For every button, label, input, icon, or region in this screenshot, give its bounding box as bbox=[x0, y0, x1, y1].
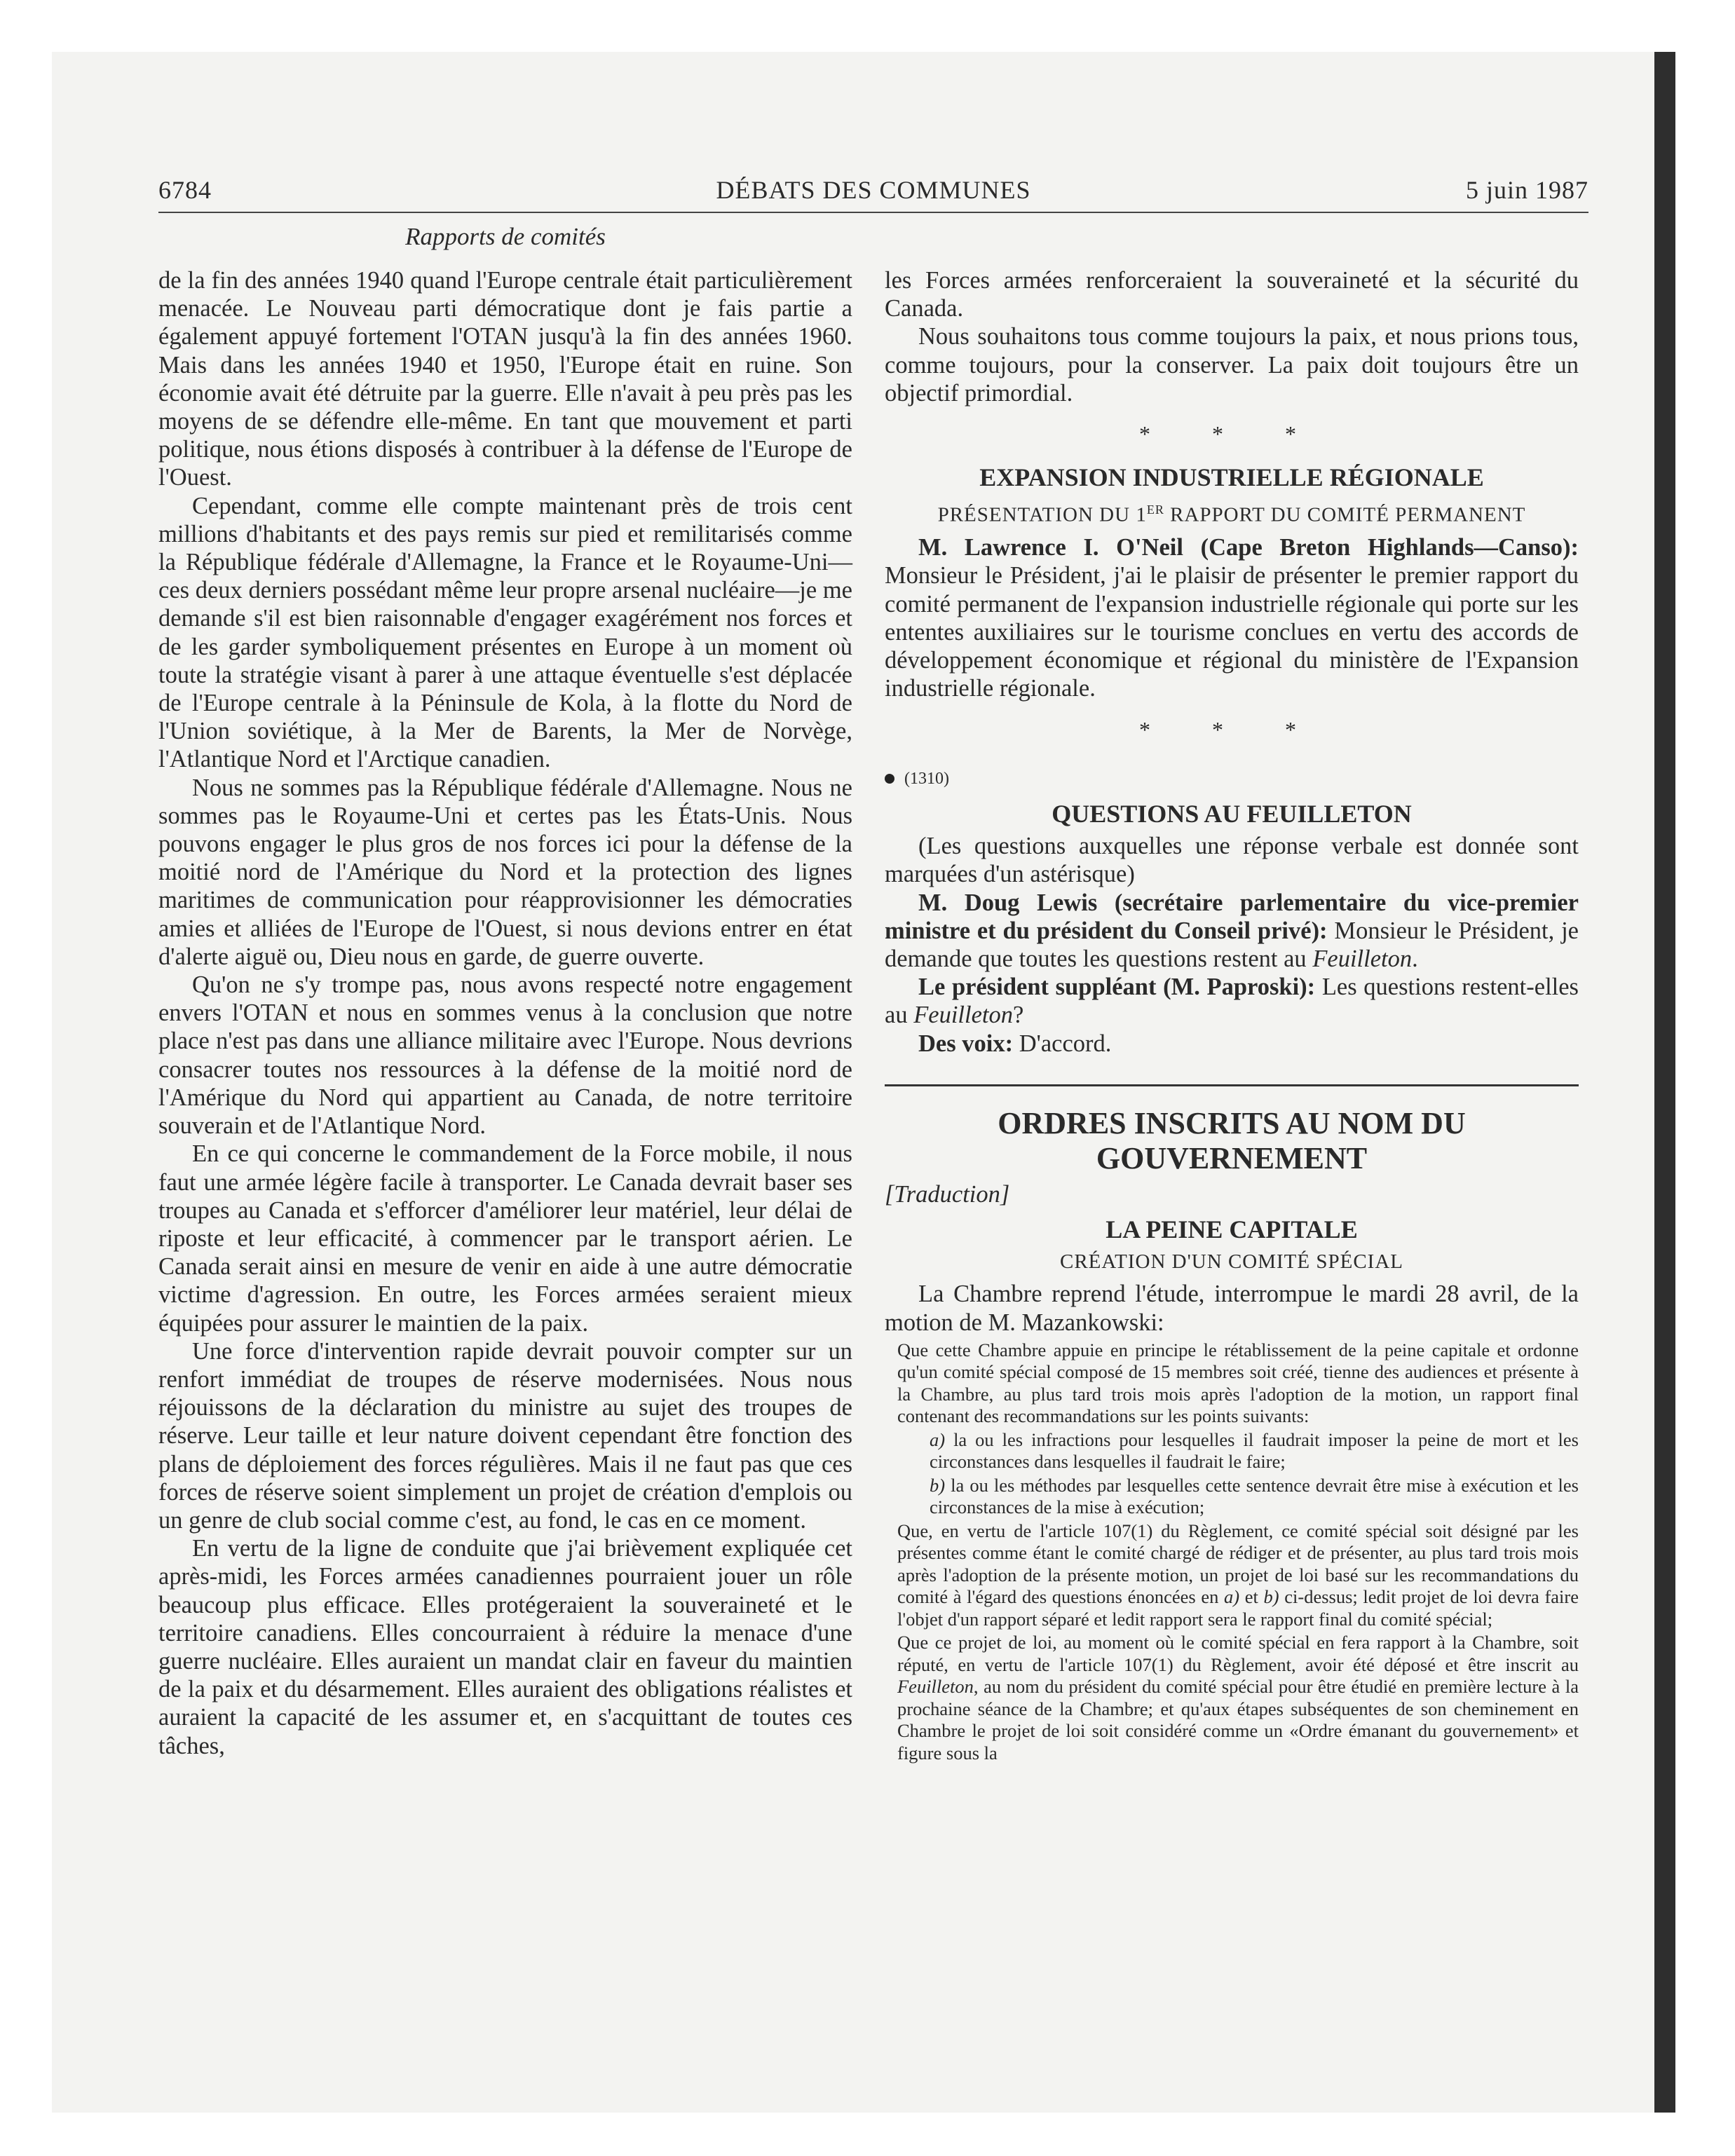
resume-text: La Chambre reprend l'étude, interrompue le mardi 28 avril, de la motion de M. Mazankowski: bbox=[885, 1281, 1579, 1336]
time-marker: (1310) bbox=[885, 765, 1579, 793]
page-number: 6784 bbox=[158, 176, 212, 204]
scan-edge-bar bbox=[1654, 52, 1675, 2113]
paragraph: Nous ne sommes pas la République fédérale d'Allemagne. Nous ne sommes pas le Royaume-Uni et certes pas les États-Unis. Nous pouvons engager le plus gros de nos forces ici pour la défense de la moitié nord de l'Amérique du Nord et la protection des lignes maritimes de communication pour réapprovisionner les démocraties amies et alliées de l'Europe de l'Ouest, si nous devions entrer en état d'alerte aiguë ou, Dieu nous en garde, de guerre ouverte. bbox=[158, 774, 852, 970]
speaker-name: Le président suppléant (M. Paproski): bbox=[918, 974, 1316, 1001]
motion-item-b: b) la ou les méthodes par lesquelles cette sentence devrait être mise à exécution et les circonstances de la mise à exécution; bbox=[930, 1474, 1579, 1518]
section-separator: * * * bbox=[1139, 421, 1324, 447]
section-title: QUESTIONS AU FEUILLETON bbox=[1052, 799, 1412, 828]
paragraph: Qu'on ne s'y trompe pas, nous avons respecté notre engagement envers l'OTAN et nous en sommes venus à la conclusion que notre place n'est pas dans une alliance militaire avec l'Europe. Nous devrions consacrer toutes nos ressources à la défense de la moitié nord de l'Amérique du Nord qui appartient au Canada, de notre territoire souverain et de l'Atlantique Nord. bbox=[158, 971, 852, 1140]
motion-intro: Que cette Chambre appuie en principe le rétablissement de la peine capitale et ordonne qu'un comité spécial composé de 15 membres soit créé, tienne des audiences et présente à la Chambre, au plus tard trois mois après l'adoption de la motion, un rapport final contenant des recommandations sur les points suivants: bbox=[897, 1339, 1579, 1427]
speech-speaker: Le président suppléant (M. Paproski): Les questions restent-elles au Feuilleton? bbox=[885, 974, 1579, 1029]
paragraph: de la fin des années 1940 quand l'Europe centrale était particulièrement menacée. Le Nouveau parti démocratique dont je fais partie a également appuyé fortement l'OTAN jusqu'à la fin des années 1960. Mais dans les années 1940 et 1950, l'Europe était en ruine. Son économie avait été détruite par la guerre. Elle n'avait à peu près pas les moyens de se défendre elle-même. En tant que mouvement et parti politique, nous étions disposés à contribuer à la défense de l'Europe de l'Ouest. bbox=[158, 267, 852, 491]
publication-date: 5 juin 1987 bbox=[1465, 176, 1588, 204]
section-title: LA PEINE CAPITALE bbox=[1105, 1215, 1358, 1243]
speech-voices: Des voix: D'accord. bbox=[918, 1030, 1112, 1057]
section-rule bbox=[885, 1084, 1579, 1086]
publication-title: DÉBATS DES COMMUNES bbox=[716, 176, 1031, 204]
speaker-name: M. Doug Lewis (secrétaire parlementaire du vice-premier ministre et du président du Conseil privé): bbox=[885, 889, 1579, 944]
section-subtitle: PRÉSENTATION DU 1ER RAPPORT DU COMITÉ PERMANENT bbox=[937, 503, 1526, 527]
section-subtitle: CRÉATION D'UN COMITÉ SPÉCIAL bbox=[1060, 1250, 1403, 1274]
paragraph: Cependant, comme elle compte maintenant près de trois cent millions d'habitants et des pays remis sur pied et remilitarisés comme la République fédérale d'Allemagne, la France et le Royaume-Uni—ces deux derniers possédant même leur propre arsenal nucléaire—je me demande s'il est bien raisonnable d'engager exagérément nos forces et de les garder symboliquement présentes en Europe à un moment où toute la stratégie visant à parer à une attaque éventuelle s'est déplacée de l'Europe centrale à la Péninsule de Kola, à la flotte du Nord de l'Union soviétique, à la Mer de Barents, la Mer de Norvège, l'Atlantique Nord et l'Arctique canadien. bbox=[158, 492, 852, 773]
speaker-name: M. Lawrence I. O'Neil (Cape Breton Highlands—Canso): bbox=[918, 534, 1579, 561]
section-title: EXPANSION INDUSTRIELLE RÉGIONALE bbox=[979, 463, 1484, 492]
running-head: Rapports de comités bbox=[405, 223, 606, 250]
speaker-name: Des voix: bbox=[918, 1030, 1014, 1057]
translation-tag: [Traduction] bbox=[885, 1180, 1010, 1208]
speech-oneil: M. Lawrence I. O'Neil (Cape Breton Highlands—Canso): Monsieur le Président, j'ai le plaisir de présenter le premier rapport du comité permanent de l'expansion industrielle régionale qui porte sur les ententes auxiliaires sur le tourisme conclues en vertu des accords de développement économique et régional du ministère de l'Expansion industrielle régionale. bbox=[885, 534, 1579, 702]
motion-paragraph: Que, en vertu de l'article 107(1) du Règlement, ce comité spécial soit désigné par les présentes comme étant le comité chargé de rédiger et de présenter, au plus tard trois mois après l'adoption de la présente motion, un projet de loi basé sur les recommandations du comité à l'égard des questions énoncées en a) et b) ci-dessus; ledit projet de loi devra faire l'objet d'un rapport séparé et ledit rapport sera le rapport final du comité spécial; bbox=[897, 1520, 1579, 1630]
page-header bbox=[158, 175, 1588, 213]
paragraph: En ce qui concerne le commandement de la Force mobile, il nous faut une armée légère facile à transporter. Le Canada devrait baser ses troupes au Canada et s'efforcer d'améliorer leur matériel, leur délai de riposte et leur efficacité, à commencer par le transport aérien. Le Canada serait ainsi en mesure de venir en aide à une autre démocratie victime d'agression. En outre, les Forces armées seraient mieux équipées pour assurer le maintien de la paix. bbox=[158, 1140, 852, 1337]
motion-paragraph: Que ce projet de loi, au moment où le comité spécial en fera rapport à la Chambre, soit réputé, en vertu de l'article 107(1) du Règlement, avoir été déposé et être inscrit au Feuilleton, au nom du président du comité spécial pour être étudié en première lecture à la prochaine séance de la Chambre; et qu'aux étapes subséquentes de son cheminement en Chambre le projet de loi soit considéré comme un «Ordre émanant du gouvernement» et figure sous la bbox=[897, 1632, 1579, 1763]
questions-note: (Les questions auxquelles une réponse verbale est donnée sont marquées d'un astérisque) bbox=[885, 833, 1579, 888]
bullet-icon bbox=[885, 774, 894, 784]
left-column bbox=[158, 266, 852, 1760]
speech-lewis: M. Doug Lewis (secrétaire parlementaire du vice-premier ministre et du président du Conseil privé): Monsieur le Président, je demande que toutes les questions restent au Feuilleton. bbox=[885, 889, 1579, 972]
motion-item-a: a) la ou les infractions pour lesquelles il faudrait imposer la peine de mort et les circonstances dans lesquelles il faudrait le faire; bbox=[930, 1428, 1579, 1473]
orders-title: ORDRES INSCRITS AU NOM DU GOUVERNEMENT bbox=[998, 1105, 1466, 1175]
paragraph: les Forces armées renforceraient la souveraineté et la sécurité du Canada. bbox=[885, 267, 1579, 322]
paragraph: En vertu de la ligne de conduite que j'ai brièvement expliquée cet après-midi, les Forces armées canadiennes pourraient jouer un rôle beaucoup plus efficace. Elles protégeraient la souveraineté et le territoire canadiens. Elles concourraient à réduire la menace d'une guerre nucléaire. Elles auraient un mandat clair en faveur du maintien de la paix et du désarmement. Elles auraient des obligations réalistes et auraient la capacité de les assumer et, en s'acquittant de toutes ces tâches, bbox=[158, 1535, 852, 1759]
section-separator: * * * bbox=[1139, 716, 1324, 742]
paragraph: Une force d'intervention rapide devrait pouvoir compter sur un renfort immédiat de troupes de réserve modernisées. Nous nous réjouissons de la déclaration du ministre au sujet des troupes de réserve. Leur taille et leur nature doivent cependant être fonction des plans de déploiement des forces régulières. Mais il ne faut pas que ces forces de réserve soient simplement un projet de création d'emplois ou un genre de club social comme c'est, au fond, le cas en ce moment. bbox=[158, 1337, 852, 1534]
right-column bbox=[885, 266, 1579, 1766]
motion-text bbox=[897, 1339, 1579, 1765]
paragraph: Nous souhaitons tous comme toujours la paix, et nous prions tous, comme toujours, pour la conserver. La paix doit toujours être un objectif primordial. bbox=[885, 323, 1579, 407]
